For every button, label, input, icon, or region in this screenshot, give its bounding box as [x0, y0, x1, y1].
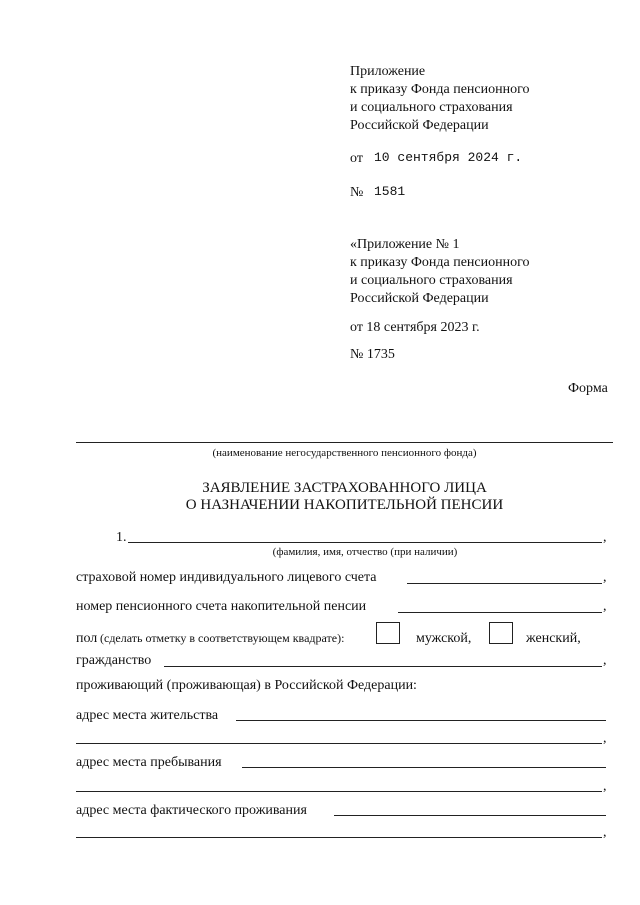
- address-stay-line2[interactable]: [76, 791, 602, 792]
- address-residence-label: адрес места жительства: [76, 708, 219, 723]
- citizenship-label: гражданство: [76, 653, 152, 668]
- address-actual-label: адрес места фактического проживания: [76, 803, 307, 818]
- address-stay-label: адрес места пребывания: [76, 755, 222, 770]
- fund-name-line[interactable]: [76, 442, 613, 443]
- document-title-line1: ЗАЯВЛЕНИЕ ЗАСТРАХОВАННОГО ЛИЦА: [202, 480, 487, 496]
- full-name-line[interactable]: [128, 542, 602, 543]
- snils-line[interactable]: [407, 583, 602, 584]
- header-number-value: 1581: [374, 184, 406, 199]
- citizenship-comma: ,: [603, 653, 607, 668]
- annex-line4: Российской Федерации: [350, 291, 489, 306]
- female-checkbox[interactable]: [489, 622, 513, 644]
- address-stay-line1[interactable]: [242, 767, 606, 768]
- snils-comma: ,: [603, 570, 607, 585]
- item-number: 1.: [116, 530, 127, 545]
- address-actual-line1[interactable]: [334, 815, 606, 816]
- fund-caption: (наименование негосударственного пенсионного фонда): [212, 447, 477, 459]
- annex-line2: к приказу Фонда пенсионного: [350, 255, 530, 270]
- address-actual-comma: ,: [603, 825, 607, 840]
- sex-hint: (сделать отметку в соответствующем квадрате):: [100, 631, 345, 645]
- annex-date: от 18 сентября 2023 г.: [350, 320, 480, 335]
- account-line[interactable]: [398, 612, 602, 613]
- address-residence-line1[interactable]: [236, 720, 606, 721]
- header-line3: и социального страхования: [350, 100, 513, 115]
- address-residence-line2[interactable]: [76, 743, 602, 744]
- snils-label: страховой номер индивидуального лицевого счета: [76, 570, 377, 585]
- male-checkbox[interactable]: [376, 622, 400, 644]
- residing-label: проживающий (проживающая) в Российской Федерации:: [76, 678, 417, 693]
- address-residence-comma: ,: [603, 731, 607, 746]
- address-actual-line2[interactable]: [76, 837, 602, 838]
- annex-number: № 1735: [350, 347, 395, 362]
- annex-line1: «Приложение № 1: [350, 237, 460, 252]
- full-name-comma: ,: [603, 530, 607, 545]
- citizenship-line[interactable]: [164, 666, 602, 667]
- sex-label: пол: [76, 631, 98, 646]
- header-line2: к приказу Фонда пенсионного: [350, 82, 530, 97]
- male-label: мужской,: [416, 631, 472, 646]
- address-stay-comma: ,: [603, 779, 607, 794]
- header-date-prefix: от: [350, 151, 363, 166]
- header-number-prefix: №: [350, 185, 364, 200]
- name-caption: (фамилия, имя, отчество (при наличии): [272, 546, 458, 558]
- account-comma: ,: [603, 599, 607, 614]
- header-line4: Российской Федерации: [350, 118, 489, 133]
- header-date-value: 10 сентября 2024 г.: [374, 150, 523, 165]
- female-label: женский,: [526, 631, 581, 646]
- form-label: Форма: [568, 381, 608, 396]
- account-label: номер пенсионного счета накопительной пенсии: [76, 599, 367, 614]
- document-title-line2: О НАЗНАЧЕНИИ НАКОПИТЕЛЬНОЙ ПЕНСИИ: [185, 497, 504, 513]
- annex-line3: и социального страхования: [350, 273, 513, 288]
- header-line1: Приложение: [350, 64, 426, 79]
